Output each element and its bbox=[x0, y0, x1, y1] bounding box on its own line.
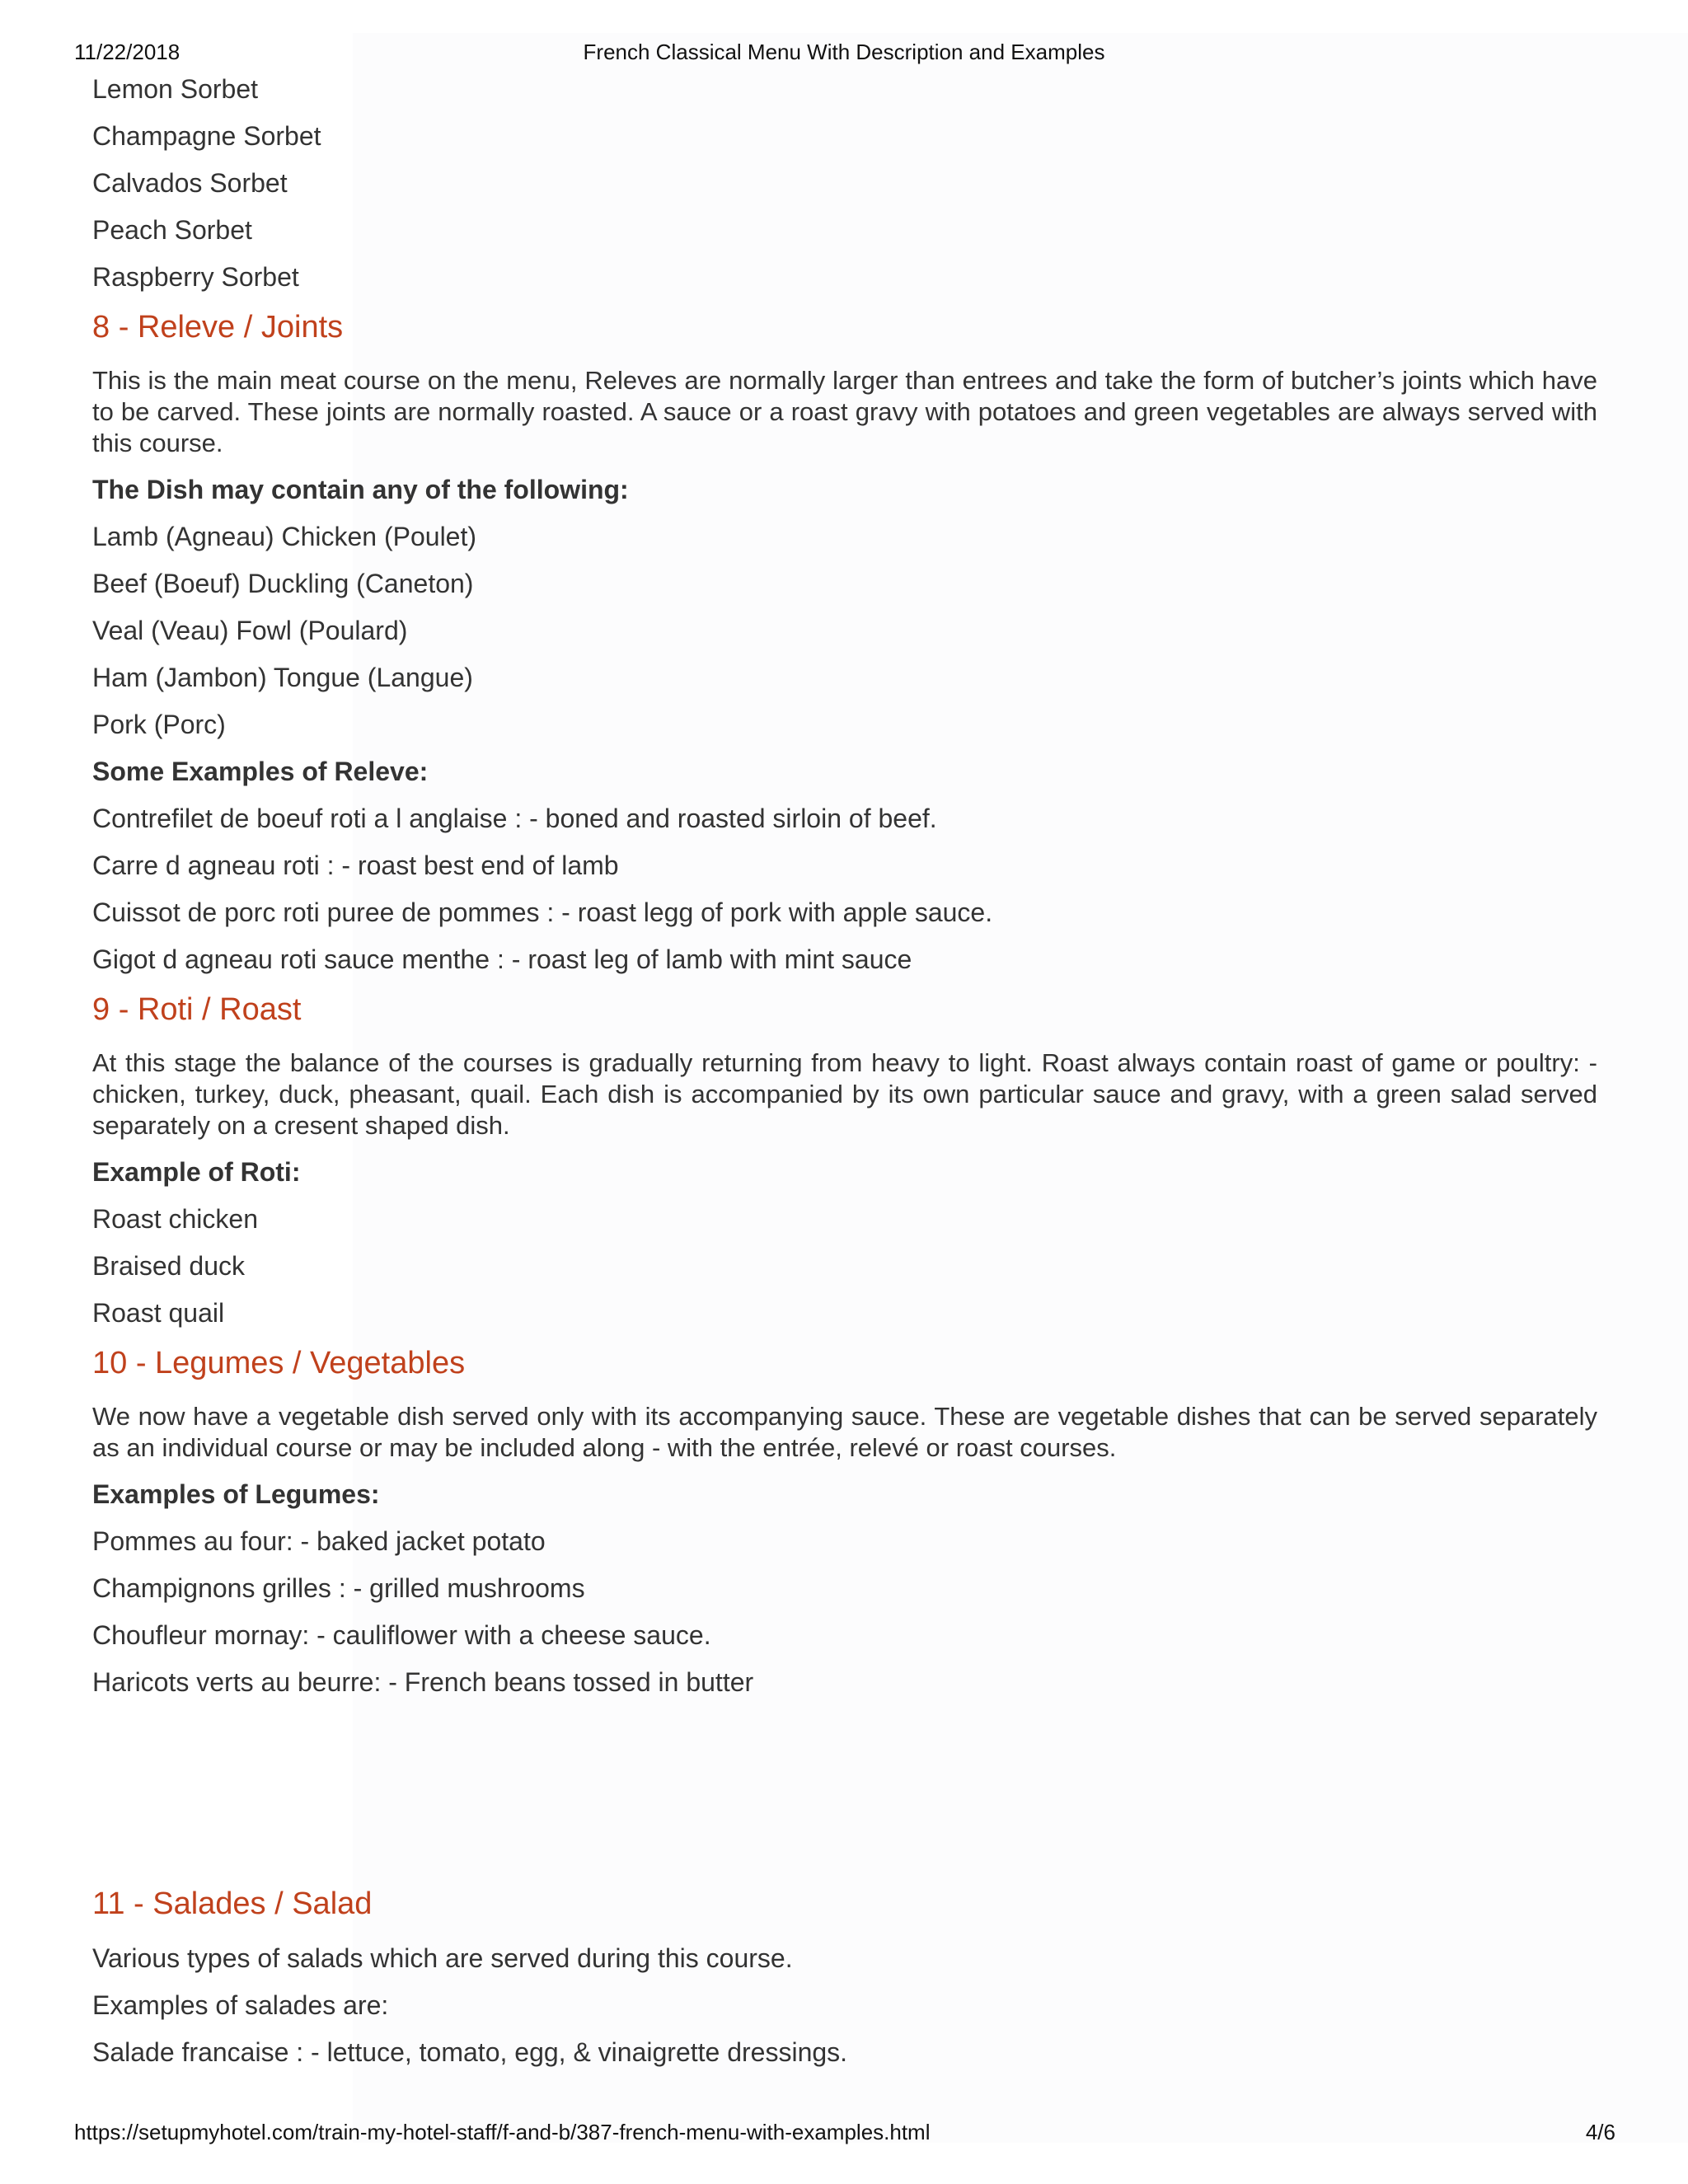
list-item: Champignons grilles : - grilled mushrooms bbox=[92, 1573, 585, 1603]
list-item: Ham (Jambon) Tongue (Langue) bbox=[92, 663, 473, 692]
list-item: Lemon Sorbet bbox=[92, 74, 259, 104]
page-content bbox=[92, 73, 1597, 2083]
section-salades bbox=[92, 1884, 1597, 2069]
list-item: Roast quail bbox=[92, 1298, 225, 1328]
print-header bbox=[0, 40, 1688, 68]
list-item: Raspberry Sorbet bbox=[92, 262, 299, 292]
list-item: Champagne Sorbet bbox=[92, 121, 321, 151]
list-item: Veal (Veau) Fowl (Poulard) bbox=[92, 616, 408, 645]
list-item: Calvados Sorbet bbox=[92, 168, 288, 198]
section-legumes bbox=[92, 1343, 1597, 1699]
page-break-spacer bbox=[92, 1713, 1597, 1884]
section-heading: 11 - Salades / Salad bbox=[92, 1886, 373, 1921]
subsection-label: Some Examples of Releve: bbox=[92, 757, 429, 786]
list-item: Pommes au four: - baked jacket potato bbox=[92, 1526, 546, 1556]
list-item: Haricots verts au beurre: - French beans tossed in butter bbox=[92, 1667, 754, 1697]
subsection-label: The Dish may contain any of the following: bbox=[92, 475, 629, 504]
list-item: Beef (Boeuf) Duckling (Caneton) bbox=[92, 569, 474, 598]
subsection-label: Example of Roti: bbox=[92, 1157, 301, 1187]
list-item: Contrefilet de boeuf roti a l anglaise : - boned and roasted sirloin of beef. bbox=[92, 804, 937, 833]
list-item: Lamb (Agneau) Chicken (Poulet) bbox=[92, 522, 477, 551]
list-item: Braised duck bbox=[92, 1251, 245, 1281]
section-description: Various types of salads which are served during this course. bbox=[92, 1943, 793, 1973]
section-heading: 10 - Legumes / Vegetables bbox=[92, 1346, 466, 1380]
section-roti bbox=[92, 990, 1597, 1329]
section-description: At this stage the balance of the courses is gradually returning from heavy to light. Roast always contain roast of game or poultry: - chicken, turkey, duck, pheasant, quail. Each dish is accompanied by its own particular sauce and gravy, with a green salad served separately on a cresent shaped dish. bbox=[92, 1048, 1597, 1140]
list-item: Salade francaise : - lettuce, tomato, egg, & vinaigrette dressings. bbox=[92, 2037, 848, 2067]
document-title: French Classical Menu With Description and Examples bbox=[583, 40, 1105, 64]
section-releve bbox=[92, 307, 1597, 976]
list-item: Carre d agneau roti : - roast best end of lamb bbox=[92, 851, 619, 880]
list-item: Gigot d agneau roti sauce menthe : - roast leg of lamb with mint sauce bbox=[92, 944, 912, 974]
section-heading: 9 - Roti / Roast bbox=[92, 992, 302, 1027]
list-item: Pork (Porc) bbox=[92, 710, 226, 739]
page-number: 4/6 bbox=[1585, 2120, 1615, 2144]
list-item: Peach Sorbet bbox=[92, 215, 252, 245]
list-item: Choufleur mornay: - cauliflower with a cheese sauce. bbox=[92, 1620, 711, 1650]
page-url: https://setupmyhotel.com/train-my-hotel-staff/f-and-b/387-french-menu-with-examples.html bbox=[74, 2120, 931, 2144]
list-item: Cuissot de porc roti puree de pommes : - roast legg of pork with apple sauce. bbox=[92, 898, 993, 927]
subsection-label: Examples of Legumes: bbox=[92, 1479, 380, 1509]
print-date: 11/22/2018 bbox=[74, 40, 181, 64]
section-description: This is the main meat course on the menu, Releves are normally larger than entrees and take the form of butcher’s joints which have to be carved. These joints are normally roasted. A sauce or a roast gravy with potatoes and green vegetables are always served with this course. bbox=[92, 366, 1597, 457]
list-item: Roast chicken bbox=[92, 1204, 258, 1234]
sorbet-list bbox=[92, 73, 1597, 293]
subsection-label: Examples of salades are: bbox=[92, 1990, 389, 2020]
section-description: We now have a vegetable dish served only with its accompanying sauce. These are vegetable dishes that can be served separately as an individual course or may be included along - with the entrée, relevé or roast courses. bbox=[92, 1402, 1597, 1462]
section-heading: 8 - Releve / Joints bbox=[92, 310, 344, 344]
